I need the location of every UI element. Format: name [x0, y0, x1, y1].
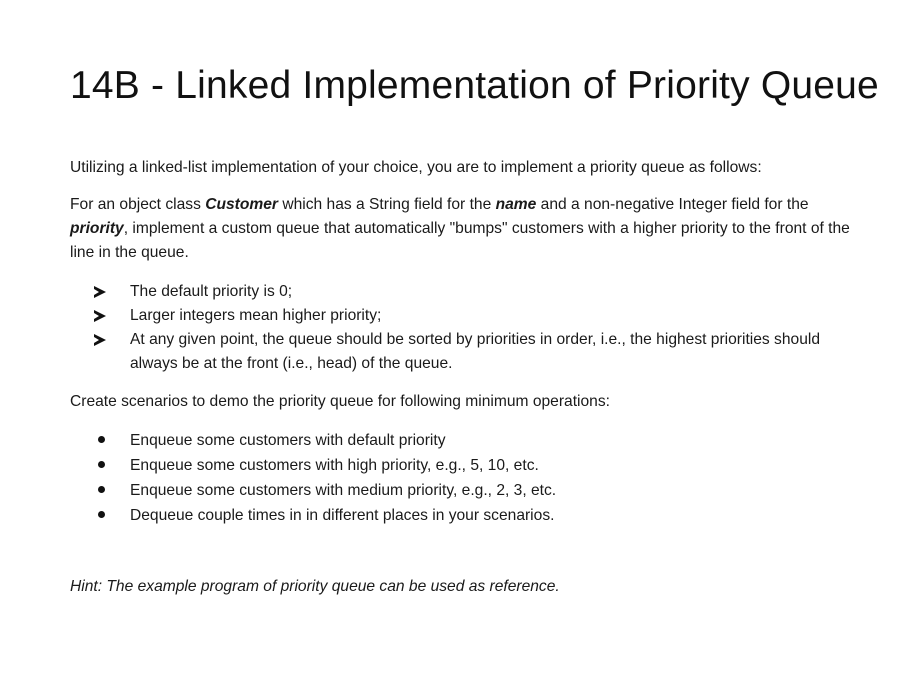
- list-item: [94, 478, 854, 503]
- customer-class-name: Customer: [205, 196, 279, 213]
- description-text: which has a String field for the: [278, 196, 496, 213]
- description-text: and a non-negative Integer field for the: [536, 196, 809, 213]
- list-item-text: At any given point, the queue should be sorted by priorities in order, i.e., the highest priorities should always be at the front (i.e., head) of the queue.: [130, 331, 821, 372]
- list-item-text: Larger integers mean higher priority;: [130, 307, 382, 324]
- description-paragraph: [70, 193, 860, 265]
- bullet-dot-icon: [98, 436, 105, 443]
- bullet-dot-icon: [98, 511, 105, 518]
- description-text: For an object class: [70, 196, 206, 213]
- list-item-text: The default priority is 0;: [130, 283, 293, 300]
- bullet-dot-icon: [98, 486, 105, 493]
- arrow-bullet-icon: [94, 286, 106, 298]
- bullet-dot-icon: [98, 461, 105, 468]
- arrow-bullet-icon: [94, 334, 106, 346]
- name-field-term: name: [495, 196, 537, 213]
- scenarios-intro-paragraph: Create scenarios to demo the priority queue for following minimum operations:: [70, 393, 610, 410]
- list-item-text: Dequeue couple times in in different places in your scenarios.: [130, 507, 555, 524]
- list-item-text: Enqueue some customers with high priority, e.g., 5, 10, etc.: [130, 457, 539, 474]
- list-item-text: Enqueue some customers with medium priority, e.g., 2, 3, etc.: [130, 482, 557, 499]
- description-text: , implement a custom queue that automatically "bumps" customers with a higher priority to the front of the line in the queue.: [70, 220, 850, 261]
- list-item: [94, 428, 854, 453]
- arrow-bullet-icon: [94, 310, 106, 322]
- operations-list: [94, 428, 854, 528]
- list-item: [94, 280, 854, 304]
- page-title: 14B - Linked Implementation of Priority Queue: [70, 64, 879, 107]
- priority-field-term: priority: [70, 220, 124, 237]
- list-item: [94, 328, 854, 376]
- requirements-list: [94, 280, 854, 376]
- hint-text: Hint: The example program of priority queue can be used as reference.: [70, 578, 560, 595]
- list-item: [94, 304, 854, 328]
- list-item: [94, 453, 854, 478]
- intro-paragraph: Utilizing a linked-list implementation of your choice, you are to implement a priority queue as follows:: [70, 159, 762, 176]
- list-item: [94, 503, 854, 528]
- list-item-text: Enqueue some customers with default priority: [130, 432, 446, 449]
